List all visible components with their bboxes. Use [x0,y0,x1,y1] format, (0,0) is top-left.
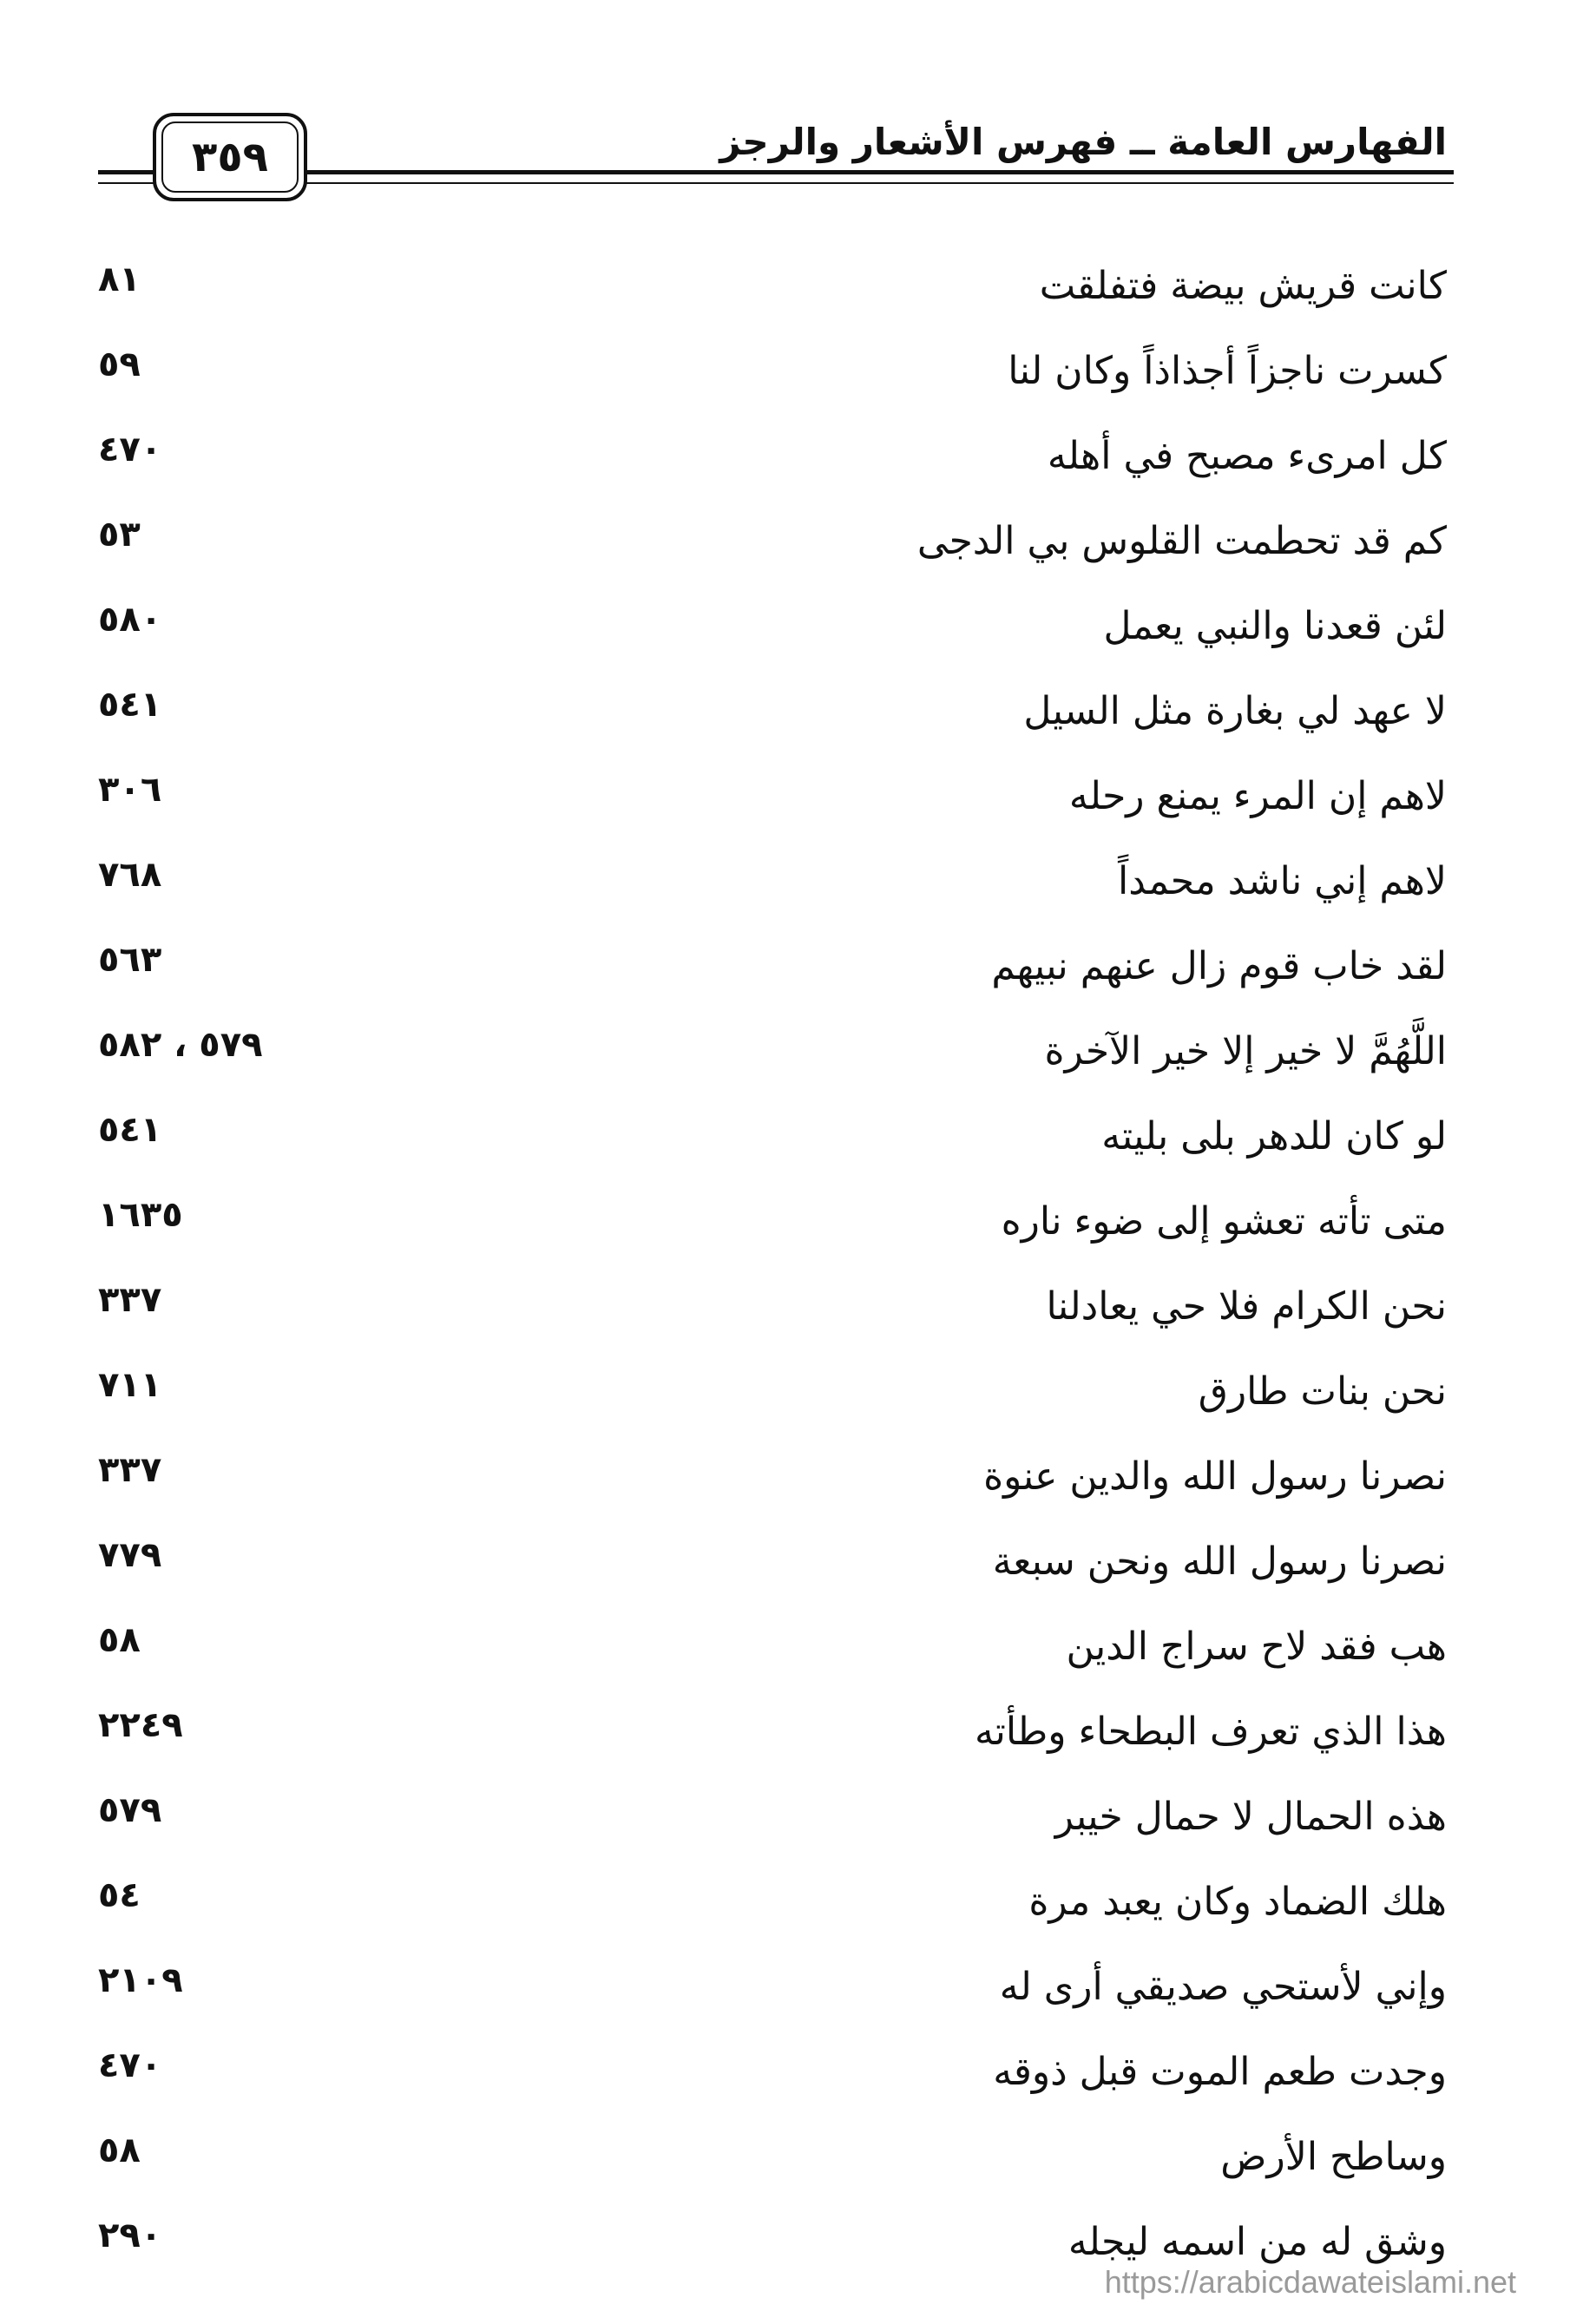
verse-text: اللَّهُمَّ لا خير إلا خير الآخرة [1044,1029,1447,1073]
page-reference: ٥٤ [98,1875,141,1915]
verse-text: وشق له من اسمه ليجله [1067,2220,1447,2264]
verse-text: لو كان للدهر بلى بليته [1101,1114,1447,1159]
index-row [0,1605,1570,1690]
page-reference: ٧٦٨ [98,855,162,895]
verse-text: هلك الضماد وكان يعبد مرة [1028,1880,1447,1924]
page-reference: ٢٢٤٩ [98,1705,183,1745]
index-row [0,1690,1570,1775]
verse-text: لاهم إني ناشد محمداً [1117,859,1447,903]
verse-text: لاهم إن المرء يمنع رحله [1068,774,1447,818]
index-row [0,2115,1570,2200]
page-reference: ٢١٠٩ [98,1960,183,2000]
verse-text: كانت قريش بيضة فتفلقت [1039,264,1447,308]
verse-text: نصرنا رسول الله ونحن سبعة [992,1539,1447,1584]
page-reference: ٥٩ [98,345,141,384]
index-row [0,1264,1570,1349]
page-reference: ٥٧٩ ، ٥٨٢ [98,1025,263,1065]
page-reference: ٥٨ [98,2130,141,2170]
page-number: ٣٥٩ [192,133,268,181]
index-row [0,1520,1570,1605]
verse-text: كسرت ناجزاً أجذاذاً وكان لنا [1008,349,1447,393]
verse-text: لقد خاب قوم زال عنهم نبيهم [991,944,1447,988]
verse-text: نصرنا رسول الله والدين عنوة [983,1454,1447,1499]
page-reference: ٧١١ [98,1365,162,1405]
watermark-url: https://arabicdawateislami.net [1104,2264,1516,2300]
section-title: الفهارس العامة ــ فهرس الأشعار والرجز [719,121,1447,163]
page-reference: ٥٨ [98,1620,141,1660]
page-reference: ٥٤١ [98,1110,162,1150]
verse-text: كل امرىء مصبح في أهله [1047,434,1447,478]
page-reference: ٣٣٧ [98,1280,162,1320]
verse-text: وجدت طعم الموت قبل ذوقه [993,2050,1447,2094]
page-reference: ٥٤١ [98,685,162,725]
verse-text: وساطح الأرض [1220,2135,1447,2179]
index-row [0,2030,1570,2115]
page-reference: ٤٧٠ [98,2045,162,2085]
page-number-box [153,113,307,201]
page-reference: ٨١ [98,259,141,299]
index-row [0,924,1570,1009]
page-reference: ٧٧٩ [98,1535,162,1575]
index-row [0,1009,1570,1094]
verse-text: نحن بنات طارق [1198,1369,1447,1414]
verse-text: هب فقد لاح سراج الدين [1066,1625,1447,1669]
verse-text: متى تأته تعشو إلى ضوء ناره [1001,1199,1447,1244]
poetry-index-list [0,244,1570,2285]
page-reference: ٣٠٦ [98,770,162,810]
verse-text: هذا الذي تعرف البطحاء وطأته [974,1710,1447,1754]
index-row [0,839,1570,924]
verse-text: لئن قعدنا والنبي يعمل [1103,604,1447,648]
index-row [0,1434,1570,1520]
page-reference: ٣٣٧ [98,1450,162,1490]
index-row [0,1094,1570,1179]
index-row [0,1860,1570,1945]
index-row [0,1349,1570,1434]
index-row [0,1945,1570,2030]
index-row [0,244,1570,329]
index-row [0,669,1570,754]
index-row [0,414,1570,499]
index-row [0,1179,1570,1264]
index-row [0,754,1570,839]
page-reference: ٥٨٠ [98,600,162,640]
verse-text: لا عهد لي بغارة مثل السيل [1023,689,1447,733]
index-row [0,499,1570,584]
page-reference: ١٦٣٥ [98,1195,183,1235]
index-row [0,329,1570,414]
index-row [0,584,1570,669]
page-reference: ٤٧٠ [98,430,162,469]
page-reference: ٥٣ [98,515,141,555]
verse-text: كم قد تحطمت القلوس بي الدجى [916,519,1447,563]
page-reference: ٢٩٠ [98,2216,162,2255]
verse-text: نحن الكرام فلا حي يعادلنا [1046,1284,1447,1329]
page-number-frame [161,121,299,193]
verse-text: هذه الحمال لا حمال خيبر [1054,1795,1447,1839]
page-reference: ٥٦٣ [98,940,162,980]
index-row [0,1775,1570,1860]
page-reference: ٥٧٩ [98,1790,162,1830]
verse-text: وإني لأستحي صديقي أرى له [999,1965,1447,2009]
